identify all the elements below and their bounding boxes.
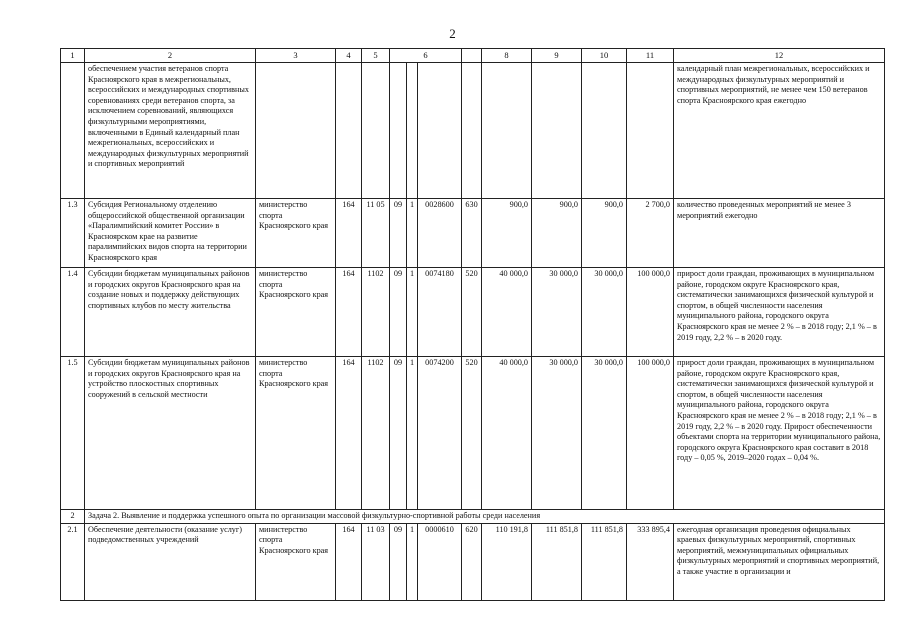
amount-total: 100 000,0 [627,268,674,357]
expected-result: календарный план межрегиональных, всероссийских и международных физкультурных мероприятий и спортивных мероприятий, не менее чем 150 ветеранов спорта Красноярского края ежегодно [674,63,885,199]
header-cell: 6 [390,49,462,63]
program-code: 09 [390,199,407,268]
amount-2018 [482,63,532,199]
expense-type-code: 630 [462,199,482,268]
responsible-ministry: министерство спорта Красноярского края [256,199,336,268]
program-table [60,48,885,601]
task-number: 2 [61,510,85,524]
expense-type-code: 520 [462,268,482,357]
header-cell: 11 [627,49,674,63]
subprogram-code [407,63,418,199]
amount-2019: 30 000,0 [532,357,582,510]
responsible-ministry: министерство спорта Красноярского края [256,357,336,510]
row-number: 1.3 [61,199,85,268]
grbs-code: 164 [336,199,362,268]
target-article-code: 0000610 [418,523,462,600]
header-cell: 2 [85,49,256,63]
table-row [61,357,885,510]
program-code: 09 [390,268,407,357]
header-cell: 9 [532,49,582,63]
subprogram-code: 1 [407,357,418,510]
expense-type-code: 620 [462,523,482,600]
amount-total: 333 895,4 [627,523,674,600]
table-row [61,523,885,600]
section-code: 1102 [362,268,390,357]
responsible-ministry: министерство спорта Красноярского края [256,523,336,600]
amount-2018: 900,0 [482,199,532,268]
amount-2019 [532,63,582,199]
row-number: 1.4 [61,268,85,357]
responsible-ministry: министерство спорта Красноярского края [256,268,336,357]
program-code [390,63,407,199]
expected-result: прирост доли граждан, проживающих в муниципальном районе, городском округе Красноярского края, систематически занимающихся физической культурой и спортом, в общей численности населения муниципального района, городского округа Красноярского края не менее 2 % – в 2018 году; 2,1 % – в 2019 году, 2,2 % – в 2020 году. [674,268,885,357]
header-cell [462,49,482,63]
responsible-ministry [256,63,336,199]
section-code: 1102 [362,357,390,510]
amount-2020: 900,0 [582,199,627,268]
header-cell: 4 [336,49,362,63]
row-number [61,63,85,199]
expected-result: прирост доли граждан, проживающих в муниципальном районе, городском округе Красноярского края, систематически занимающихся физической культурой и спортом, в общей численности населения муниципального района, городского округа Красноярского края не менее 2 % – в 2018 году; 2,1 % – в 2019 году, 2,2 % – в 2020 году. Прирост обеспеченности объектами спорта на территории муниципального района, городского округа Красноярского края составит в 2018 году – 0,05 %, 2019–2020 годах – 0,04 %. [674,357,885,510]
program-code: 09 [390,357,407,510]
amount-2018: 110 191,8 [482,523,532,600]
page-number: 2 [449,26,456,41]
amount-2020: 111 851,8 [582,523,627,600]
activity-description: Субсидии бюджетам муниципальных районов и городских округов Красноярского края на устройство плоскостных спортивных сооружений в сельской местности [85,357,256,510]
amount-2019: 111 851,8 [532,523,582,600]
amount-total [627,63,674,199]
header-cell: 10 [582,49,627,63]
subprogram-code: 1 [407,268,418,357]
table-row [61,63,885,199]
amount-2020: 30 000,0 [582,268,627,357]
activity-description: Субсидия Региональному отделению общероссийской общественной организации «Паралимпийский комитет России» в Красноярском крае на развитие паралимпийских видов спорта на территории Красноярского края [85,199,256,268]
amount-2020: 30 000,0 [582,357,627,510]
amount-2019: 900,0 [532,199,582,268]
grbs-code: 164 [336,357,362,510]
expected-result: количество проведенных мероприятий не менее 3 мероприятий ежегодно [674,199,885,268]
expense-type-code [462,63,482,199]
section-code: 11 05 [362,199,390,268]
activity-description: Субсидии бюджетам муниципальных районов и городских округов Красноярского края на создание новых и поддержку действующих спортивных клубов по месту жительства [85,268,256,357]
task-row [61,510,885,524]
table-row [61,268,885,357]
program-code: 09 [390,523,407,600]
amount-2020 [582,63,627,199]
subprogram-code: 1 [407,523,418,600]
amount-total: 2 700,0 [627,199,674,268]
amount-2018: 40 000,0 [482,268,532,357]
header-cell: 8 [482,49,532,63]
activity-description: обеспечением участия ветеранов спорта Красноярского края в межрегиональных, всероссийских и международных спортивных соревнованиях среди ветеранов спорта, за исключением соревнований, являющихся физкультурными мероприятиями, включенными в Единый календарный план межрегиональных, всероссийских и международных физкультурных мероприятий и спортивных мероприятий [85,63,256,199]
header-cell: 12 [674,49,885,63]
task-title: Задача 2. Выявление и поддержка успешного опыта по организации массовой физкультурно-спортивной работы среди населения [85,510,885,524]
row-number: 1.5 [61,357,85,510]
target-article-code: 0074200 [418,357,462,510]
table-row [61,199,885,268]
target-article-code [418,63,462,199]
header-cell: 3 [256,49,336,63]
header-cell: 1 [61,49,85,63]
target-article-code: 0074180 [418,268,462,357]
activity-description: Обеспечение деятельности (оказание услуг) подведомственных учреждений [85,523,256,600]
section-code [362,63,390,199]
header-cell: 5 [362,49,390,63]
amount-total: 100 000,0 [627,357,674,510]
amount-2018: 40 000,0 [482,357,532,510]
row-number: 2.1 [61,523,85,600]
grbs-code: 164 [336,268,362,357]
subprogram-code: 1 [407,199,418,268]
amount-2019: 30 000,0 [532,268,582,357]
grbs-code: 164 [336,523,362,600]
expected-result: ежегодная организация проведения официальных краевых физкультурных мероприятий, спортивных мероприятий, межмуниципальных официальных физкультурных мероприятий и спортивных мероприятий, а также участие в организации и [674,523,885,600]
grbs-code [336,63,362,199]
header-row [61,49,885,63]
expense-type-code: 520 [462,357,482,510]
section-code: 11 03 [362,523,390,600]
target-article-code: 0028600 [418,199,462,268]
